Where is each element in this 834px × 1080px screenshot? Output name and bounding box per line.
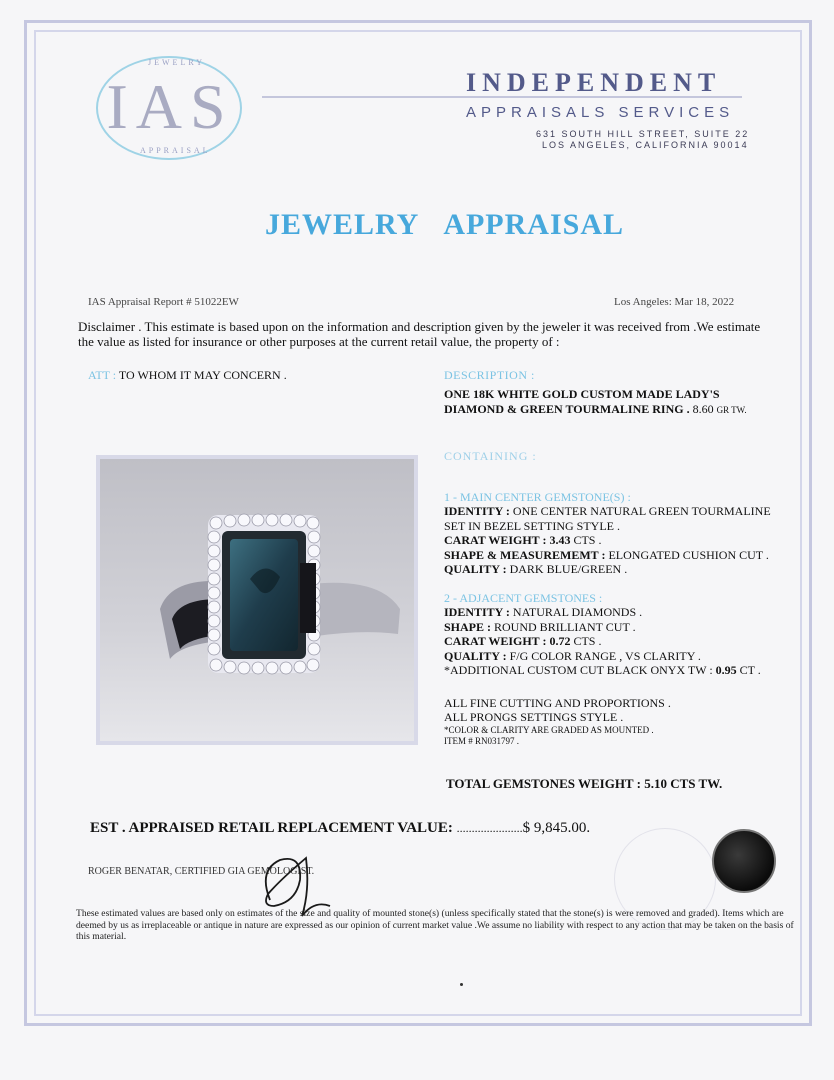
- description-weight: 8.60: [692, 402, 714, 416]
- company-address-line2: LOS ANGELES, CALIFORNIA 90014: [542, 140, 749, 150]
- note-line2: ALL PRONGS SETTINGS STYLE .: [444, 710, 624, 725]
- logo-arc-top: JEWELRY: [148, 58, 205, 67]
- att-label: ATT :: [88, 368, 117, 382]
- main-center-heading: 1 - MAIN CENTER GEMSTONE(S) :: [444, 490, 631, 504]
- company-name: INDEPENDENT: [466, 68, 722, 97]
- disclaimer-text: Disclaimer . This estimate is based upon on the information and description given by the jeweler it was received from .We estimate the value as listed for insurance or other purposes at the current retail value, the property of :: [78, 319, 761, 349]
- mc-shape-value: ELONGATED CUSHION CUT .: [608, 547, 769, 562]
- adj-onyx-text: *ADDITIONAL CUSTOM CUT BLACK ONYX TW :: [444, 663, 713, 678]
- description-body: [444, 387, 747, 418]
- description-line2: DIAMOND & GREEN TOURMALINE RING .: [444, 402, 690, 416]
- adj-identity-label: IDENTITY :: [444, 605, 510, 620]
- est-dots: ......................: [456, 821, 523, 835]
- stray-dot: [460, 983, 463, 986]
- report-date: Los Angeles: Mar 18, 2022: [614, 296, 735, 308]
- adj-onyx-unit: CT .: [739, 663, 761, 678]
- company-subtitle: APPRAISALS SERVICES: [466, 104, 735, 121]
- mc-carat-unit: CTS .: [573, 533, 602, 548]
- company-address-line1: 631 SOUTH HILL STREET, SUITE 22: [536, 129, 750, 139]
- est-label: EST . APPRAISED RETAIL REPLACEMENT VALUE:: [90, 820, 453, 836]
- total-gemstones-weight: TOTAL GEMSTONES WEIGHT : 5.10 CTS TW.: [446, 776, 723, 791]
- logo-letters: IAS: [106, 71, 234, 142]
- mc-identity-value: ONE CENTER NATURAL GREEN TOURMALINE: [512, 504, 771, 519]
- ring-photo: [96, 455, 418, 745]
- mc-quality-value: DARK BLUE/GREEN .: [509, 562, 628, 577]
- containing-heading: CONTAINING :: [444, 449, 537, 463]
- logo-arc-bottom: APPRAISAL: [140, 146, 211, 155]
- att-value: TO WHOM IT MAY CONCERN .: [118, 368, 287, 382]
- adj-onyx-value: 0.95: [715, 663, 737, 678]
- appraiser-name: ROGER BENATAR, CERTIFIED GIA GEMOLOGIST.: [88, 866, 315, 877]
- mc-shape-label: SHAPE & MEASUREMEMT :: [444, 547, 606, 562]
- description-weight-unit: GR TW.: [716, 405, 747, 415]
- adjacent-section: [444, 591, 804, 677]
- note-line1: ALL FINE CUTTING AND PROPORTIONS .: [444, 696, 671, 710]
- description-line1: ONE 18K WHITE GOLD CUSTOM MADE LADY'S: [444, 387, 720, 401]
- description-heading: DESCRIPTION :: [444, 368, 535, 382]
- page-title: [0, 208, 834, 242]
- footer-disclaimer: These estimated values are based only on estimates of the size and quality of mounted stone(s) (unless specifically stated that the stone(s) is were removed and graded). Items which are deemed by us as irreplaceable or antique in nature are expressed as our opinion of current market value .We assume no liability with respect to any action that may be taken on the basis of this material.: [76, 908, 794, 943]
- adj-quality-label: QUALITY :: [444, 648, 507, 663]
- mc-carat-label: CARAT WEIGHT : 3.43: [444, 533, 571, 548]
- adj-shape-value: ROUND BRILLIANT CUT .: [494, 619, 636, 634]
- adj-identity-value: NATURAL DIAMONDS .: [512, 605, 643, 620]
- estimated-value: [90, 820, 590, 837]
- hologram-sticker: [712, 829, 776, 893]
- adj-shape-label: SHAPE :: [444, 619, 492, 634]
- adj-quality-value: F/G COLOR RANGE , VS CLARITY .: [509, 648, 701, 663]
- ring-image: [100, 459, 414, 741]
- note-line3: *COLOR & CLARITY ARE GRADED AS MOUNTED .: [444, 724, 654, 735]
- est-value: $ 9,845.00.: [522, 820, 591, 836]
- main-center-section: [444, 490, 804, 576]
- mc-identity-value2: SET IN BEZEL SETTING STYLE .: [444, 518, 620, 533]
- mc-quality-label: QUALITY :: [444, 562, 507, 577]
- adjacent-heading: 2 - ADJACENT GEMSTONES :: [444, 591, 603, 605]
- title-word-1: JEWELRY: [265, 208, 420, 241]
- adj-carat-unit: CTS .: [573, 634, 602, 649]
- note-line4: ITEM # RN031797 .: [444, 735, 519, 746]
- title-word-2: APPRAISAL: [443, 208, 624, 241]
- report-number: IAS Appraisal Report # 51022EW: [88, 296, 239, 308]
- mc-identity-label: IDENTITY :: [444, 504, 510, 519]
- adj-carat-label: CARAT WEIGHT : 0.72: [444, 634, 571, 649]
- notes-section: [444, 696, 804, 747]
- attention-line: [88, 368, 287, 383]
